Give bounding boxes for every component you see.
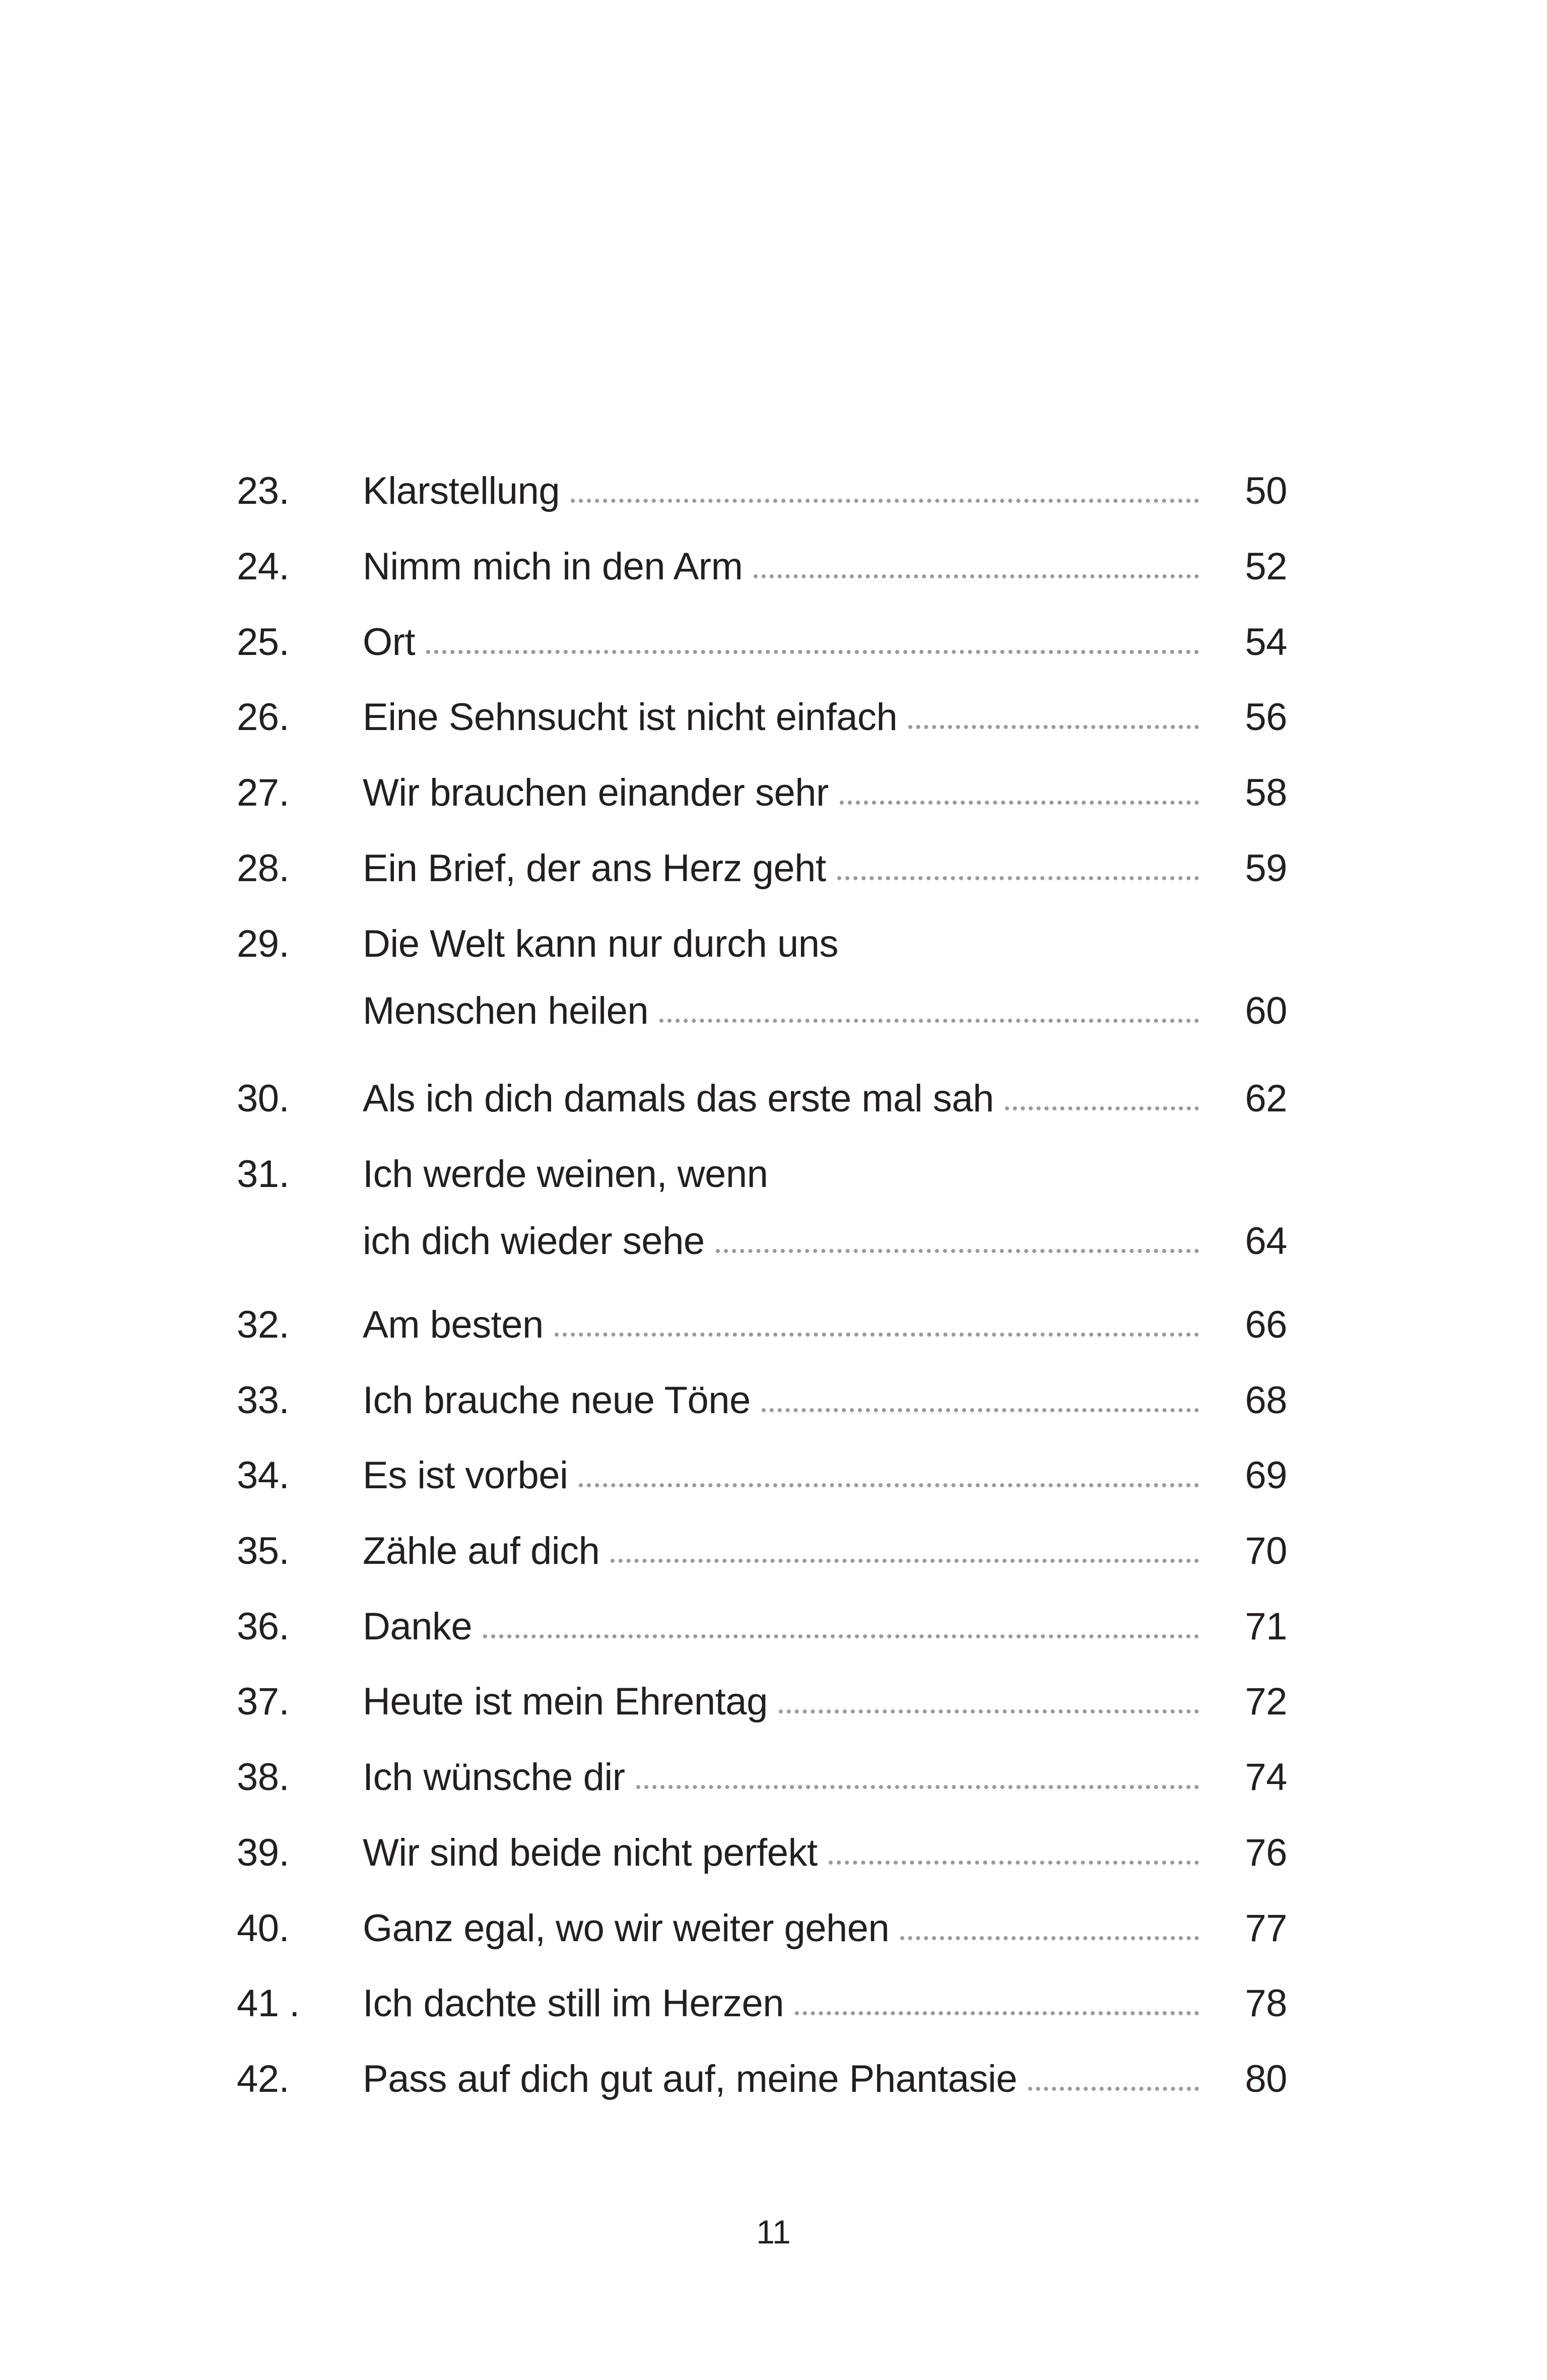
- entry-page-number: 58: [1245, 771, 1287, 814]
- entry-title-text: Ort: [363, 621, 416, 664]
- entry-title-text: Als ich dich damals das erste mal sah: [363, 1077, 994, 1120]
- entry-number: 24.: [237, 545, 290, 588]
- entry-number: 28.: [237, 847, 290, 890]
- toc-entry[interactable]: [0, 760, 1547, 826]
- dot-leader: [829, 1856, 1199, 1865]
- entry-title: [363, 534, 1199, 600]
- entry-title: [363, 1669, 1199, 1735]
- entry-page-number: 50: [1245, 470, 1287, 512]
- entry-page-number: 56: [1245, 696, 1287, 739]
- entry-number: 25.: [237, 621, 290, 664]
- entry-title: [363, 1292, 1199, 1358]
- toc-entry[interactable]: [0, 534, 1547, 600]
- entry-title: [363, 1518, 1199, 1584]
- entry-title: [363, 1745, 1199, 1810]
- entry-page-number: 76: [1245, 1831, 1287, 1874]
- dot-leader: [426, 645, 1199, 654]
- entry-number: 33.: [237, 1379, 290, 1422]
- entry-number: 30.: [237, 1077, 290, 1120]
- dot-leader: [908, 720, 1199, 729]
- entry-number: 42.: [237, 2058, 290, 2100]
- dot-leader: [840, 796, 1199, 805]
- entry-number: 41 .: [237, 1982, 300, 2025]
- entry-number: 37.: [237, 1680, 290, 1723]
- toc-entry[interactable]: [0, 1443, 1547, 1508]
- dot-leader: [900, 1931, 1199, 1940]
- dot-leader: [1028, 2082, 1199, 2091]
- entry-page-number: 80: [1245, 2058, 1287, 2100]
- toc-entry[interactable]: [0, 1594, 1547, 1660]
- entry-page-number: 78: [1245, 1982, 1287, 2025]
- entry-number: 38.: [237, 1756, 290, 1799]
- entry-page-number: 64: [1245, 1220, 1287, 1263]
- entry-title: [363, 458, 1199, 524]
- entry-page-number: 52: [1245, 545, 1287, 588]
- toc-entry[interactable]: [0, 1142, 1547, 1263]
- entry-page-number: 69: [1245, 1454, 1287, 1497]
- entry-title: [363, 610, 1199, 675]
- entry-title: [363, 836, 1199, 901]
- entry-number: 34.: [237, 1454, 290, 1497]
- entry-title-text: Ich brauche neue Töne: [363, 1379, 751, 1422]
- toc-entry[interactable]: [0, 458, 1547, 524]
- entry-title: [363, 1368, 1199, 1433]
- entry-number: 36.: [237, 1605, 290, 1648]
- entry-number: 39.: [237, 1831, 290, 1874]
- toc-entry[interactable]: [0, 1745, 1547, 1810]
- entry-title-text: Wir sind beide nicht perfekt: [363, 1831, 818, 1874]
- dot-leader: [716, 1244, 1199, 1253]
- entry-title: [363, 911, 1199, 1044]
- entry-title-text: Wir brauchen einander sehr: [363, 771, 829, 814]
- toc-entry[interactable]: [0, 1896, 1547, 1961]
- entry-page-number: 62: [1245, 1077, 1287, 1120]
- toc-entry[interactable]: [0, 911, 1547, 1032]
- entry-page-number: 60: [1245, 989, 1287, 1032]
- entry-title-text: Ich dachte still im Herzen: [363, 1982, 784, 2025]
- entry-page-number: 71: [1245, 1605, 1287, 1648]
- dot-leader: [571, 494, 1199, 503]
- entry-number: 31.: [237, 1153, 290, 1196]
- entry-title: [363, 1066, 1199, 1132]
- entry-page-number: 77: [1245, 1907, 1287, 1950]
- footer-page-number: 11: [756, 2213, 791, 2251]
- dot-leader: [754, 569, 1199, 578]
- dot-leader: [483, 1629, 1199, 1638]
- toc-entry[interactable]: [0, 1669, 1547, 1735]
- entry-number: 32.: [237, 1303, 290, 1346]
- entry-page-number: 66: [1245, 1303, 1287, 1346]
- dot-leader: [837, 871, 1199, 880]
- toc-entry[interactable]: [0, 1368, 1547, 1433]
- entry-page-number: 68: [1245, 1379, 1287, 1422]
- entry-page-number: 54: [1245, 621, 1287, 664]
- entry-title-line: Ich werde weinen, wenn: [363, 1153, 768, 1196]
- entry-number: 27.: [237, 771, 290, 814]
- dot-leader: [555, 1328, 1199, 1337]
- entry-title-text: Eine Sehnsucht ist nicht einfach: [363, 696, 898, 739]
- toc-entry[interactable]: [0, 1292, 1547, 1358]
- entry-title: [363, 1443, 1199, 1508]
- toc-entry[interactable]: [0, 1066, 1547, 1132]
- entry-title-text: Ein Brief, der ans Herz geht: [363, 847, 826, 890]
- dot-leader: [795, 2006, 1199, 2015]
- entry-title: [363, 2046, 1199, 2112]
- toc-entry[interactable]: [0, 1518, 1547, 1584]
- toc-entry[interactable]: [0, 1971, 1547, 2036]
- entry-title-text: Danke: [363, 1605, 473, 1648]
- entry-title: [363, 1142, 1199, 1274]
- entry-page-number: 72: [1245, 1680, 1287, 1723]
- dot-leader: [579, 1478, 1199, 1487]
- entry-title: [363, 1896, 1199, 1961]
- entry-title: [363, 685, 1199, 750]
- dot-leader: [636, 1780, 1199, 1789]
- entry-title-text: Ich wünsche dir: [363, 1756, 625, 1799]
- toc-entry[interactable]: [0, 610, 1547, 675]
- entry-title-text: Heute ist mein Ehrentag: [363, 1680, 768, 1723]
- entry-title-text: Ganz egal, wo wir weiter gehen: [363, 1907, 890, 1950]
- entry-number: 35.: [237, 1530, 290, 1572]
- toc-entry[interactable]: [0, 1820, 1547, 1886]
- entry-title-text: Klarstellung: [363, 470, 560, 512]
- toc-entry[interactable]: [0, 685, 1547, 750]
- dot-leader: [611, 1554, 1199, 1563]
- entry-page-number: 74: [1245, 1756, 1287, 1799]
- entry-title-text: Am besten: [363, 1303, 544, 1346]
- entry-title: [363, 1971, 1199, 2036]
- entry-title-text: Nimm mich in den Arm: [363, 545, 743, 588]
- entry-title-text: Menschen heilen: [363, 989, 649, 1032]
- entry-number: 40.: [237, 1907, 290, 1950]
- entry-number: 23.: [237, 470, 290, 512]
- entry-title-line: Die Welt kann nur durch uns: [363, 922, 839, 965]
- toc-entry[interactable]: [0, 2046, 1547, 2112]
- toc-entry[interactable]: [0, 836, 1547, 901]
- entry-page-number: 70: [1245, 1530, 1287, 1572]
- entry-title: [363, 1820, 1199, 1886]
- entry-number: 26.: [237, 696, 290, 739]
- entry-title-text: ich dich wieder sehe: [363, 1220, 705, 1263]
- entry-title-text: Zähle auf dich: [363, 1530, 600, 1572]
- dot-leader: [659, 1014, 1199, 1023]
- entry-title: [363, 1594, 1199, 1660]
- dot-leader: [779, 1704, 1199, 1713]
- entry-page-number: 59: [1245, 847, 1287, 890]
- entry-title: [363, 760, 1199, 826]
- entry-title-text: Pass auf dich gut auf, meine Phantasie: [363, 2058, 1018, 2100]
- entry-number: 29.: [237, 922, 290, 965]
- dot-leader: [762, 1403, 1199, 1412]
- dot-leader: [1005, 1101, 1199, 1110]
- entry-title-text: Es ist vorbei: [363, 1454, 568, 1497]
